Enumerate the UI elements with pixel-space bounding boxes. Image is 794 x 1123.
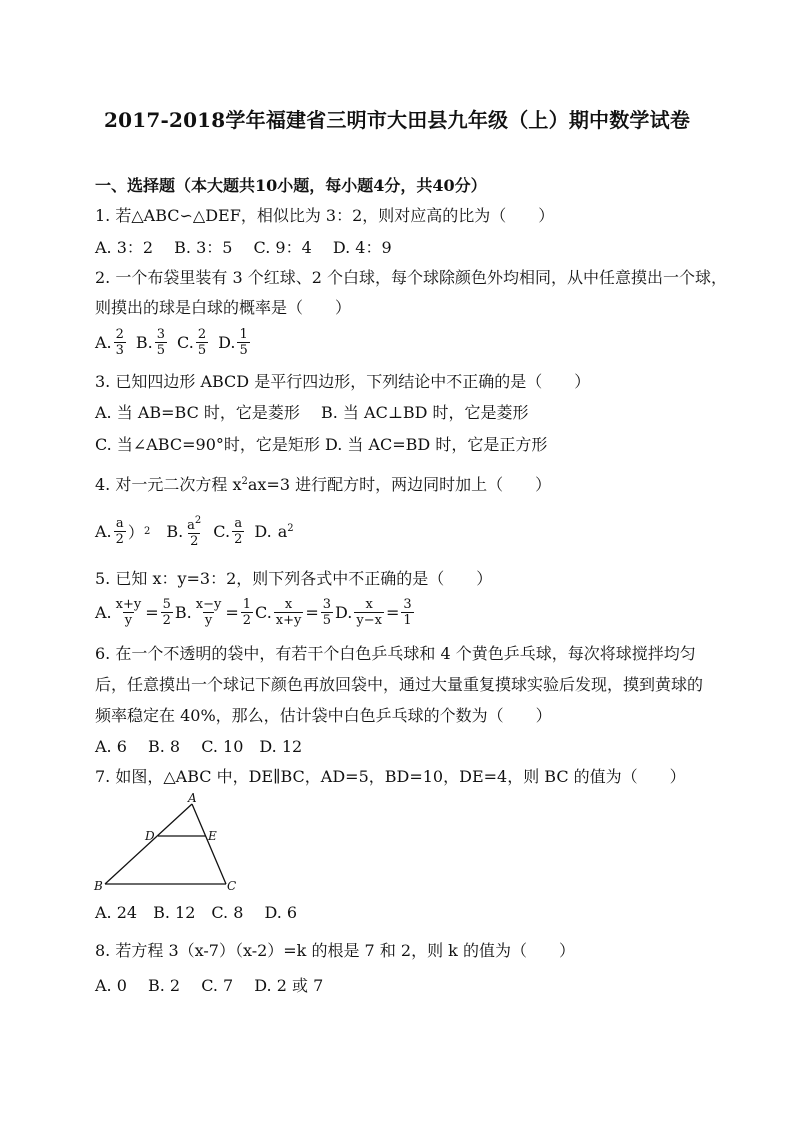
label-c: C	[227, 879, 237, 892]
question-8-stem: 8. 若方程 3（x-7）（x-2）=k 的根是 7 和 2，则 k 的值为（ ）	[95, 941, 575, 960]
label-e: E	[208, 829, 217, 843]
fraction: $\frac{1}{5}$	[239, 327, 248, 358]
question-7-stem: 7. 如图，△ABC 中，DE∥BC，AD=5，BD=10，DE=4，则 BC 的值为（ ）	[95, 767, 686, 786]
question-2-stem-line2: 则摸出的球是白球的概率是（ ）	[95, 298, 352, 317]
label-d: D	[145, 829, 155, 843]
question-7-options: A. 24 B. 12 C. 8 D. 6	[95, 903, 298, 922]
option-label: C.	[177, 333, 194, 352]
fraction: $\frac{a^2}{2}$	[187, 515, 202, 549]
option-label: A.	[95, 333, 112, 352]
option-label: B.	[135, 333, 153, 352]
fraction: $\frac{a}{2}$	[234, 515, 243, 547]
label-b: B	[94, 879, 103, 892]
section-heading: 一、选择题（本大题共10小题，每小题4分，共40分）	[95, 176, 487, 195]
fraction: $\frac{2}{5}$	[197, 327, 207, 358]
question-3-stem: 3. 已知四边形 ABCD 是平行四边形，下列结论中不正确的是（ ）	[95, 372, 591, 391]
option-label: D.	[218, 333, 236, 352]
question-1-stem: 1. 若△ABC∽△DEF，相似比为 3：2，则对应高的比为（ ）	[95, 206, 555, 225]
question-6-stem-line3: 频率稳定在 40%，那么，估计袋中白色乒乓球的个数为（ ）	[95, 706, 552, 725]
question-5-options: A. $\frac{x+y}{y}$ = $\frac{5}{2}$ B. $\frac{x-y}{y}$ = $\frac{1}{2}$ C. $\frac{x}{x+y}$ = $\frac{3}{5}$ D. $\frac{x}{y-x}$ = $\frac{3}{1}$	[95, 597, 412, 628]
question-1-options: A. 3：2 B. 3：5 C. 9：4 D. 4：9	[95, 238, 392, 257]
side-ab	[105, 804, 192, 884]
fraction: $\frac{2}{3}$	[115, 327, 124, 358]
question-4-stem: 4. 对一元二次方程 $x^2ax=3$ 进行配方时，两边同时加上（ ）	[95, 475, 552, 494]
fraction: $\frac{a}{2}$	[115, 515, 124, 547]
question-6-stem-line1: 6. 在一个不透明的袋中，有若干个白色乒乓球和 4 个黄色乒乓球，每次将球搅拌均匀	[95, 644, 696, 663]
label-a: A	[188, 792, 197, 805]
question-3-options-line2: C. 当∠ABC=90°时，它是矩形 D. 当 AC=BD 时，它是正方形	[95, 435, 548, 454]
question-6-options: A. 6 B. 8 C. 10 D. 12	[95, 737, 303, 756]
question-2-stem-line1: 2. 一个布袋里装有 3 个红球、2 个白球，每个球除颜色外均相同，从中任意摸出一个球，	[95, 268, 727, 287]
question-8-options: A. 0 B. 2 C. 7 D. 2 或 7	[95, 976, 324, 995]
fraction: $\frac{3}{5}$	[156, 327, 166, 358]
question-3-options-line1: A. 当 AB=BC 时，它是菱形 B. 当 AC⊥BD 时，它是菱形	[95, 403, 529, 422]
page-title: 2017-2018学年福建省三明市大田县九年级（上）期中数学试卷	[103, 108, 691, 132]
triangle-figure	[92, 792, 252, 892]
question-6-stem-line2: 后，任意摸出一个球记下颜色再放回袋中，通过大量重复摸球实验后发现，摸到黄球的	[95, 675, 704, 694]
side-ac	[192, 804, 226, 884]
question-2-options	[95, 327, 252, 358]
question-5-stem: 5. 已知 x：y=3：2，则下列各式中不正确的是（ ）	[95, 569, 493, 588]
question-4-options: A. $\frac{a}{2}$ ） 2 B. $\frac{a^2}{2}$ C. $\frac{a}{2}$ D. $a^2$	[95, 515, 294, 549]
